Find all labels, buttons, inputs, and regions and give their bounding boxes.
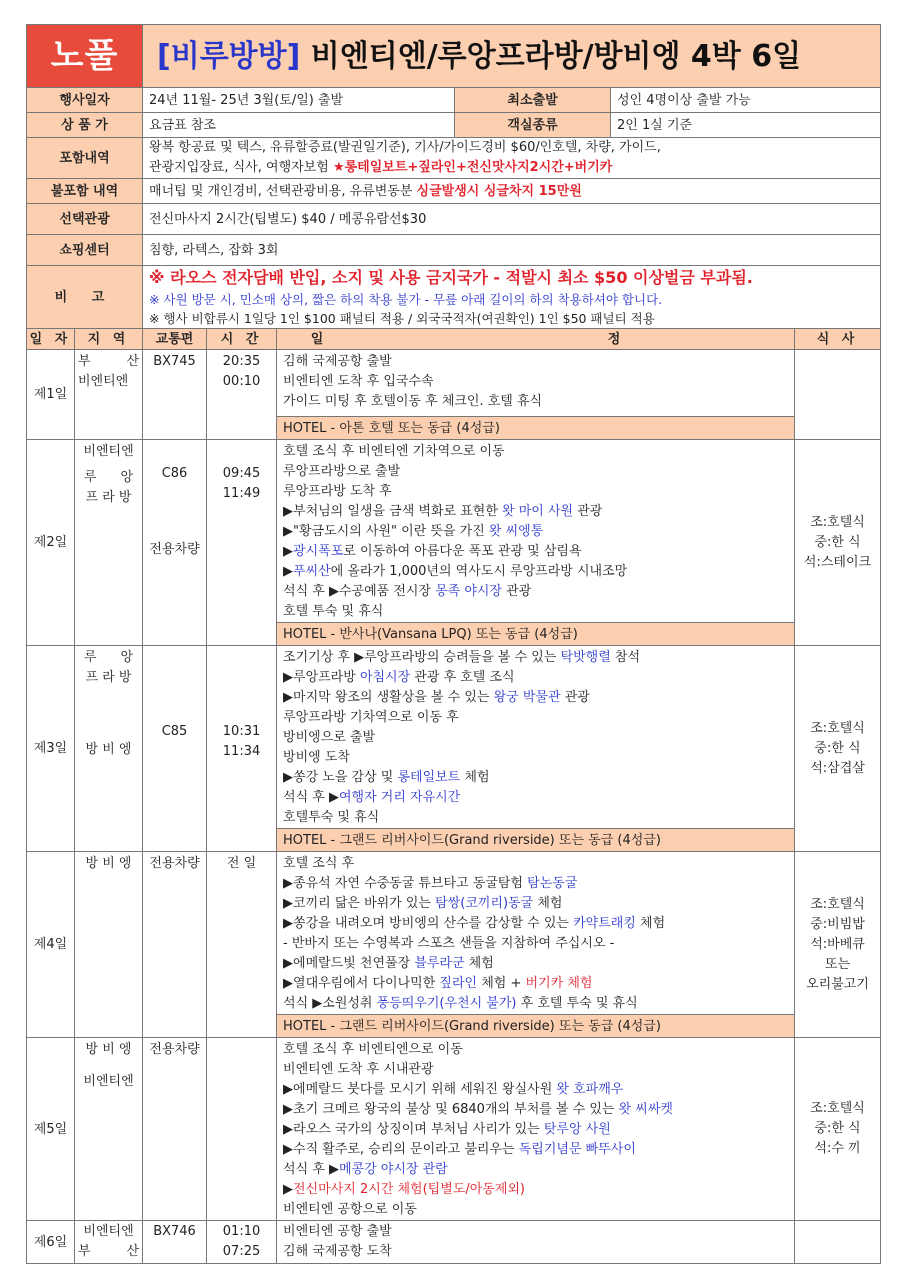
notes-value bbox=[143, 266, 881, 329]
schedule-line: ▶열대우림에서 다이나믹한 짚라인 체험 + 버기카 체험 bbox=[283, 976, 593, 991]
day-4-region: 방 비 엥 bbox=[75, 852, 143, 1038]
day-3-transport bbox=[143, 646, 207, 852]
schedule-line: - 반바지 또는 수영복과 스포츠 샌들을 지참하여 주십시오 - bbox=[283, 936, 615, 951]
day-1-transport: BX745 bbox=[143, 350, 207, 440]
schedule-line: ▶에메랄드빛 천연풀장 블루라군 체험 bbox=[283, 956, 494, 971]
included-line-2 bbox=[149, 158, 874, 178]
schedule-line: 루앙프라방으로 출발 bbox=[283, 464, 401, 479]
meal-dinner: 석:수 끼 bbox=[814, 1141, 861, 1156]
included-line-2-text: 관광지입장료, 식사, 여행자보험 bbox=[149, 160, 333, 175]
info-row-period bbox=[27, 88, 881, 113]
schedule-line: 석식 후 ▶수공예품 전시장 몽족 야시장 관광 bbox=[283, 584, 532, 599]
price-value: 요금표 참조 bbox=[143, 113, 455, 138]
sight-ho-phra-keo: 왓 호파깨우 bbox=[556, 1082, 624, 1097]
notes-label: 비 고 bbox=[27, 266, 143, 329]
day-1-hotel: HOTEL - 아톤 호텔 또는 동급 (4성급) bbox=[277, 417, 795, 440]
col-transport: 교통편 bbox=[143, 329, 207, 350]
min-label: 최소출발 bbox=[455, 88, 611, 113]
day-1-meal bbox=[795, 350, 881, 440]
time-arrive: 11:34 bbox=[222, 744, 261, 759]
time-depart: 10:31 bbox=[222, 724, 261, 739]
region-vangvieng: 방 비 엥 bbox=[85, 1042, 132, 1057]
schedule-line: 비엔티엔 도착 후 시내관광 bbox=[283, 1062, 434, 1077]
schedule-line: 호텔투숙 및 휴식 bbox=[283, 810, 380, 825]
schedule-line: 방비엥 도착 bbox=[283, 750, 350, 765]
day-1-schedule bbox=[277, 350, 795, 417]
day-6-times bbox=[207, 1221, 277, 1264]
schedule-line: ▶마지막 왕조의 생활상을 볼 수 있는 왕궁 박물관 관광 bbox=[283, 690, 590, 705]
title-tag: [비루방방] bbox=[157, 38, 301, 74]
note-ecig: ※ 라오스 전자담배 반입, 소지 및 사용 금지국가 - 적발시 최소 $50 이상벌금 부과됨. bbox=[149, 268, 753, 287]
schedule-line: 석식 후 ▶메콩강 야시장 관람 bbox=[283, 1162, 448, 1177]
schedule-line: ▶광시폭포로 이동하여 아름다운 폭포 관광 및 삼림욕 bbox=[283, 544, 582, 559]
schedule-line: 가이드 미팅 후 호텔이동 후 체크인. 호텔 휴식 bbox=[283, 394, 543, 409]
day-3-meal bbox=[795, 646, 881, 852]
schedule-line: 루앙프라방 도착 후 bbox=[283, 484, 392, 499]
min-value: 성인 4명이상 출발 가능 bbox=[611, 88, 881, 113]
time-arrive: 11:49 bbox=[222, 486, 261, 501]
day-6-label: 제6일 bbox=[27, 1221, 75, 1264]
day-2-region bbox=[75, 440, 143, 646]
region-busan: 부 산 bbox=[78, 1244, 140, 1259]
title-text: 비엔티엔/루앙프라방/방비엥 4박 6일 bbox=[300, 38, 802, 74]
schedule-line: ▶쏭강을 내려오며 방비엥의 산수를 감상할 수 있는 카약트래킹 체험 bbox=[283, 916, 666, 931]
period-value: 24년 11월- 25년 3월(토/일) 출발 bbox=[143, 88, 455, 113]
col-region: 지 역 bbox=[75, 329, 143, 350]
day-4-row bbox=[27, 852, 881, 1015]
meal-breakfast: 조:호텔식 bbox=[810, 1101, 865, 1116]
single-charge-note: 싱글발생시 싱글차지 15만원 bbox=[416, 183, 582, 199]
region-vientiane: 비엔티엔 bbox=[83, 1074, 134, 1089]
day-1-region bbox=[75, 350, 143, 440]
price-label: 상 품 가 bbox=[27, 113, 143, 138]
info-row-excluded bbox=[27, 179, 881, 204]
schedule-line: ▶코끼리 닮은 바위가 있는 탐쌍(코끼리)동굴 체험 bbox=[283, 896, 563, 911]
note-dress: ※ 사원 방문 시, 민소매 상의, 짧은 하의 착용 불가 - 무릎 아래 길이의 하의 착용하셔야 합니다. bbox=[149, 292, 663, 307]
day-3-hotel: HOTEL - 그랜드 리버사이드(Grand riverside) 또는 동급 (4성급) bbox=[277, 829, 795, 852]
day-5-schedule bbox=[277, 1038, 795, 1221]
day-4-hotel: HOTEL - 그랜드 리버사이드(Grand riverside) 또는 동급 (4성급) bbox=[277, 1015, 795, 1038]
time-depart: 20:35 bbox=[222, 354, 261, 369]
sight-that-luang: 탓루앙 사원 bbox=[543, 1122, 611, 1137]
excluded-text: 매너팁 및 개인경비, 선택관광비용, 유류변동분 bbox=[149, 183, 417, 199]
page-title bbox=[143, 25, 881, 88]
info-row-notes bbox=[27, 266, 881, 329]
included-highlight: ★롱테일보트+짚라인+전신맛사지2시간+버기카 bbox=[332, 160, 613, 175]
region-luang: 루 앙 bbox=[84, 470, 134, 485]
schedule-line: ▶루앙프라방 아침시장 관광 후 호텔 조식 bbox=[283, 670, 515, 685]
meal-or: 또는 bbox=[824, 956, 851, 972]
private-vehicle: 전용차량 bbox=[149, 542, 200, 557]
sight-lantern: 풍등띄우기(우천시 불가) bbox=[376, 996, 517, 1011]
schedule-line: 조기기상 후 ▶루앙프라방의 승려들을 볼 수 있는 탁밧행렬 참석 bbox=[283, 650, 641, 665]
schedule-line: 비엔티엔 공항으로 이동 bbox=[283, 1202, 417, 1217]
day-3-schedule bbox=[277, 646, 795, 829]
day-5-region bbox=[75, 1038, 143, 1221]
schedule-line: ▶초기 크메르 왕국의 불상 및 6840개의 부처를 볼 수 있는 왓 씨싸켓 bbox=[283, 1102, 673, 1117]
schedule-line: 김해 국제공항 도착 bbox=[283, 1244, 392, 1259]
day-5-label: 제5일 bbox=[27, 1038, 75, 1221]
day-4-meal bbox=[795, 852, 881, 1038]
schedule-line: ▶라오스 국가의 상징이며 부처님 사리가 있는 탓루앙 사원 bbox=[283, 1122, 611, 1137]
schedule-line: 호텔 조식 후 bbox=[283, 856, 355, 871]
info-row-included bbox=[27, 138, 881, 179]
schedule-line: 석식 후 ▶여행자 거리 자유시간 bbox=[283, 790, 461, 805]
meal-dinner: 석:스테이크 bbox=[803, 554, 872, 570]
day-2-meal bbox=[795, 440, 881, 646]
train-c86: C86 bbox=[161, 466, 188, 481]
region-vangvieng: 방 비 엥 bbox=[85, 742, 132, 757]
brand-logo: 노풀 bbox=[27, 25, 143, 88]
included-value bbox=[143, 138, 881, 179]
day-4-transport: 전용차량 bbox=[143, 852, 207, 1038]
region-vientiane: 비엔티엔 bbox=[78, 374, 129, 389]
day-2-schedule bbox=[277, 440, 795, 623]
schedule-line: 루앙프라방 기차역으로 이동 후 bbox=[283, 710, 459, 725]
info-row-shopping bbox=[27, 235, 881, 266]
day-4-time: 전 일 bbox=[207, 852, 277, 1038]
day-3-times bbox=[207, 646, 277, 852]
sight-si-saket: 왓 씨싸켓 bbox=[618, 1102, 673, 1117]
col-time: 시 간 bbox=[207, 329, 277, 350]
sight-tham-non: 탐논동굴 bbox=[527, 876, 578, 891]
region-luang: 루 앙 bbox=[84, 650, 134, 665]
day-5-meal bbox=[795, 1038, 881, 1221]
optional-label: 선택관광 bbox=[27, 204, 143, 235]
schedule-line: ▶전신마사지 2시간 체험(팁별도/아동제외) bbox=[283, 1182, 526, 1197]
sight-travelers-street: 여행자 거리 자유시간 bbox=[338, 790, 461, 805]
day-2-row bbox=[27, 440, 881, 623]
day-5-time bbox=[207, 1038, 277, 1221]
schedule-line: ▶종유석 자연 수중동굴 튜브타고 동굴탐험 탐논동굴 bbox=[283, 876, 578, 891]
included-label: 포함내역 bbox=[27, 138, 143, 179]
meal-lunch: 중:한 식 bbox=[814, 1121, 861, 1136]
day-6-schedule bbox=[277, 1221, 795, 1264]
itinerary-sheet bbox=[26, 24, 880, 1264]
time-arrive: 07:25 bbox=[222, 1244, 261, 1259]
itinerary-table bbox=[26, 24, 881, 1264]
info-row-price bbox=[27, 113, 881, 138]
massage-note: 전신마사지 2시간 체험(팁별도/아동제외) bbox=[293, 1182, 526, 1197]
sight-alms: 탁밧행렬 bbox=[560, 650, 611, 665]
room-label: 객실종류 bbox=[455, 113, 611, 138]
shopping-value: 침향, 라텍스, 잡화 3회 bbox=[143, 235, 881, 266]
sight-phousi: 푸씨산 bbox=[293, 564, 331, 579]
day-4-schedule bbox=[277, 852, 795, 1015]
meal-lunch: 중:비빔밥 bbox=[810, 916, 865, 932]
schedule-line: 호텔 투숙 및 휴식 bbox=[283, 604, 384, 619]
day-2-times bbox=[207, 440, 277, 646]
schedule-line: 비엔티엔 도착 후 입국수속 bbox=[283, 374, 434, 389]
day-1-label: 제1일 bbox=[27, 350, 75, 440]
train-c85: C85 bbox=[161, 724, 188, 739]
region-prabang: 프 라 방 bbox=[85, 670, 132, 685]
region-prabang: 프 라 방 bbox=[85, 490, 132, 505]
header-row bbox=[27, 25, 881, 88]
meal-breakfast: 조:호텔식 bbox=[810, 896, 865, 912]
day-3-row bbox=[27, 646, 881, 829]
meal-dinner-alt: 오리불고기 bbox=[806, 976, 869, 992]
sight-mekong-market: 메콩강 야시장 관람 bbox=[338, 1162, 448, 1177]
day-5-transport: 전용차량 bbox=[143, 1038, 207, 1221]
sight-wat-mai: 왓 마이 사원 bbox=[502, 504, 574, 519]
excluded-value bbox=[143, 179, 881, 204]
region-vientiane: 비엔티엔 bbox=[83, 444, 134, 459]
schedule-line: 호텔 조식 후 비엔티엔으로 이동 bbox=[283, 1042, 463, 1057]
schedule-line: ▶쏭강 노을 감상 및 롱테일보트 체험 bbox=[283, 770, 490, 785]
day-5-row bbox=[27, 1038, 881, 1221]
meal-dinner: 석:바베큐 bbox=[810, 936, 865, 952]
schedule-line: 방비엥으로 출발 bbox=[283, 730, 376, 745]
included-line-1: 왕복 항공료 및 텍스, 유류할증료(발권일기준), 기사/가이드경비 $60/인호텔, 차량, 가이드, bbox=[149, 140, 661, 155]
schedule-line: 비엔티엔 공항 출발 bbox=[283, 1224, 392, 1239]
period-label: 행사일자 bbox=[27, 88, 143, 113]
schedule-line: ▶푸씨산에 올라가 1,000년의 역사도시 루앙프라방 시내조망 bbox=[283, 564, 628, 579]
sight-kuang-si: 광시폭포 bbox=[293, 544, 344, 559]
schedule-line: ▶부처님의 일생을 금색 벽화로 표현한 왓 마이 사원 관광 bbox=[283, 504, 603, 519]
day-2-hotel: HOTEL - 반사나(Vansana LPQ) 또는 동급 (4성급) bbox=[277, 623, 795, 646]
time-arrive: 00:10 bbox=[222, 374, 261, 389]
sight-wat-xieng-thong: 왓 씨엥통 bbox=[488, 524, 544, 539]
sight-royal-palace: 왕궁 박물관 bbox=[493, 690, 561, 705]
col-day: 일 자 bbox=[27, 329, 75, 350]
meal-lunch: 중:한 식 bbox=[814, 534, 861, 550]
sight-kayak: 카약트래킹 bbox=[573, 916, 636, 931]
day-1-times bbox=[207, 350, 277, 440]
meal-dinner: 석:삼겹살 bbox=[810, 760, 865, 776]
day-2-label: 제2일 bbox=[27, 440, 75, 646]
meal-lunch: 중:한 식 bbox=[814, 740, 861, 756]
time-depart: 09:45 bbox=[222, 466, 261, 481]
day-6-transport: BX746 bbox=[143, 1221, 207, 1264]
optional-value: 전신마사지 2시간(팁별도) $40 / 메콩유람선$30 bbox=[143, 204, 881, 235]
col-meal: 식 사 bbox=[795, 329, 881, 350]
day-3-region bbox=[75, 646, 143, 852]
schedule-line: ▶"황금도시의 사원" 이란 뜻을 가진 왓 씨엥통 bbox=[283, 524, 544, 539]
excluded-label: 불포함 내역 bbox=[27, 179, 143, 204]
day-2-transport bbox=[143, 440, 207, 646]
schedule-line: ▶수직 활주로, 승리의 문이라고 불리우는 독립기념문 빠뚜사이 bbox=[283, 1142, 636, 1157]
day-6-meal bbox=[795, 1221, 881, 1264]
meal-breakfast: 조:호텔식 bbox=[810, 720, 865, 736]
time-depart: 01:10 bbox=[222, 1224, 261, 1239]
schedule-line: 호텔 조식 후 비엔티엔 기차역으로 이동 bbox=[283, 444, 505, 459]
meal-breakfast: 조:호텔식 bbox=[810, 514, 865, 530]
col-schedule: 일 정 bbox=[277, 329, 795, 350]
schedule-line: 석식 ▶소원성취 풍등띄우기(우천시 불가) 후 호텔 투숙 및 휴식 bbox=[283, 996, 638, 1011]
day-3-label: 제3일 bbox=[27, 646, 75, 852]
info-row-optional bbox=[27, 204, 881, 235]
day-6-row bbox=[27, 1221, 881, 1264]
sight-hmong-market: 몽족 야시장 bbox=[435, 584, 503, 599]
sight-zipline: 짚라인 bbox=[439, 976, 478, 991]
schedule-line: 김해 국제공항 출발 bbox=[283, 354, 392, 369]
schedule-line: ▶에메랄드 붓다를 모시기 위해 세워진 왕실사원 왓 호파깨우 bbox=[283, 1082, 624, 1097]
sight-blue-lagoon: 블루라군 bbox=[414, 956, 465, 971]
room-value: 2인 1실 기준 bbox=[611, 113, 881, 138]
day-1-row bbox=[27, 350, 881, 417]
shopping-label: 쇼핑센터 bbox=[27, 235, 143, 266]
sight-elephant-cave: 탐쌍(코끼리)동굴 bbox=[435, 896, 534, 911]
region-vientiane: 비엔티엔 bbox=[83, 1224, 134, 1239]
column-header-row bbox=[27, 329, 881, 350]
day-6-region bbox=[75, 1221, 143, 1264]
sight-buggy: 버기카 체험 bbox=[525, 976, 593, 991]
region-busan: 부 산 bbox=[78, 354, 140, 369]
sight-morning-market: 아침시장 bbox=[359, 670, 411, 685]
note-penalty: ※ 행사 비합류시 1일당 1인 $100 패널티 적용 / 외국국적자(여권확인) 1인 $50 패널티 적용 bbox=[149, 311, 655, 326]
day-4-label: 제4일 bbox=[27, 852, 75, 1038]
sight-patuxai: 독립기념문 빠뚜사이 bbox=[518, 1142, 636, 1157]
sight-longtail-boat: 롱테일보트 bbox=[397, 770, 461, 785]
